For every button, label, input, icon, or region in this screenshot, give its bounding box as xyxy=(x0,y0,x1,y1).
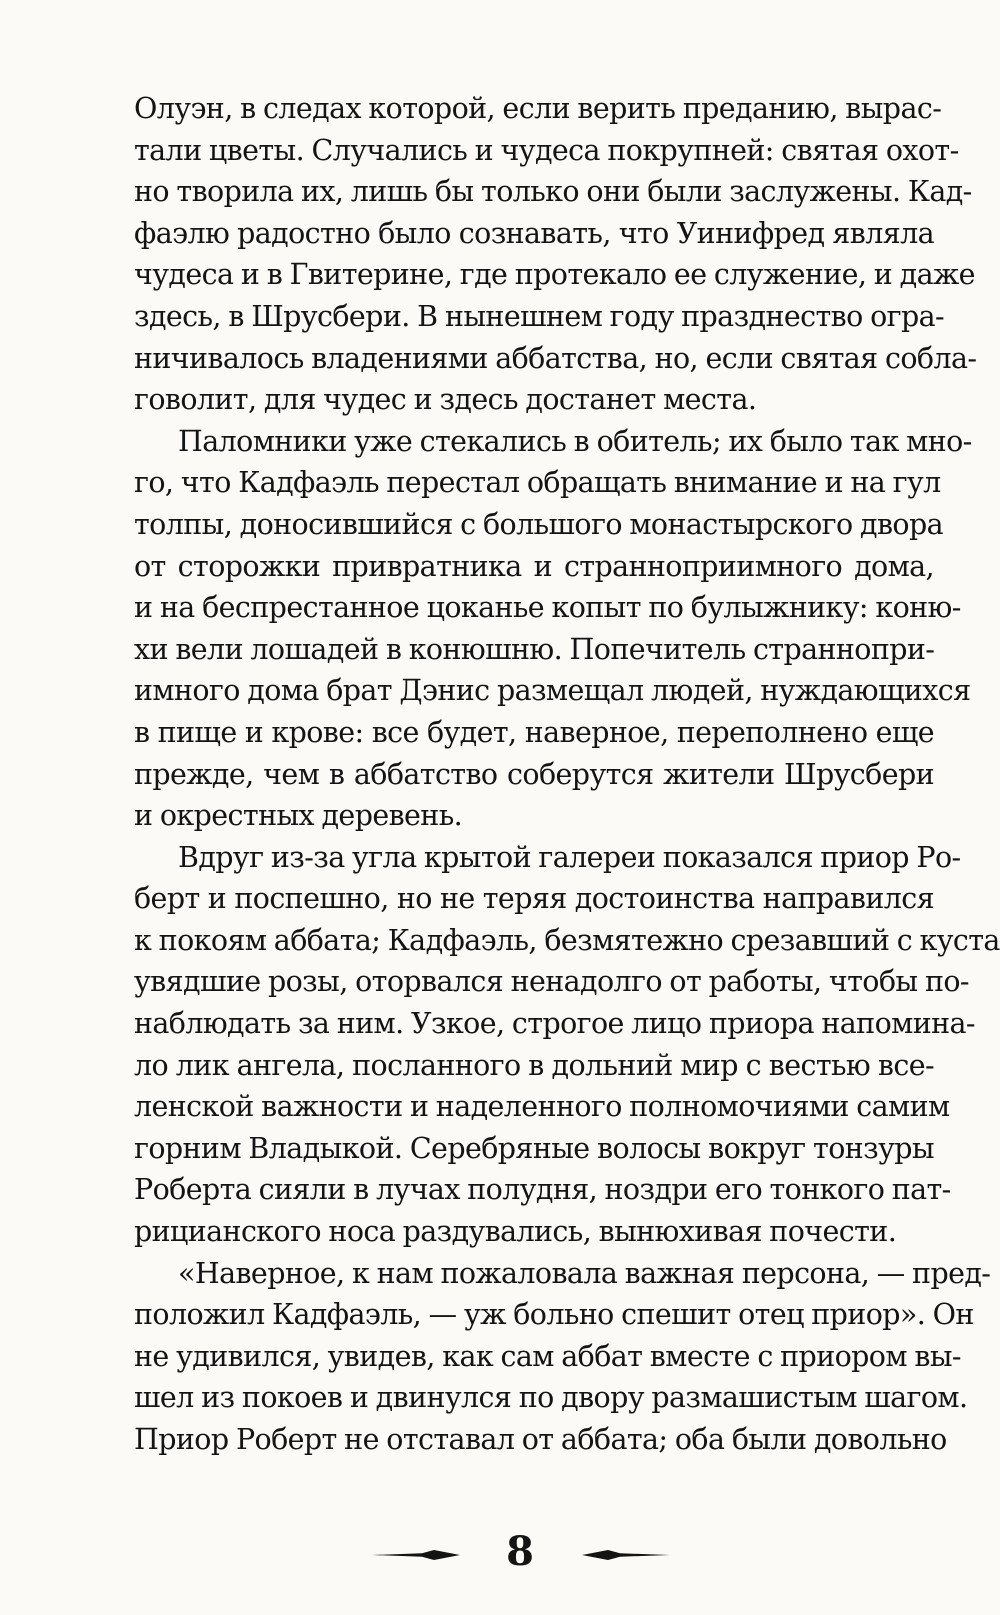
text-line: наблюдать за ним. Узкое, строгое лицо приора напомина- xyxy=(134,1007,975,1041)
text-line: прежде, чем в аббатство соберутся жители Шрусбери xyxy=(134,757,934,791)
text-line: от сторожки привратника и странноприимного дома, xyxy=(134,549,934,583)
text-line: положил Кадфаэль, — уж больно спешит отец приор». Он xyxy=(134,1298,974,1332)
text-line: и окрестных деревень. xyxy=(134,799,463,833)
text-line: го, что Кадфаэль перестал обращать внимание и на гул xyxy=(134,466,941,500)
text-line: но творила их, лишь бы только они были заслужены. Кад- xyxy=(134,175,972,209)
text-line: к покоям аббата; Кадфаэль, безмятежно срезавший с куста xyxy=(134,923,1000,957)
page-number: 8 xyxy=(506,1528,534,1575)
body-text xyxy=(134,88,1000,1461)
text-line: и на беспрестанное цоканье копыт по булыжнику: коню- xyxy=(134,591,961,625)
text-line: говолит, для чудес и здесь достанет места. xyxy=(134,383,757,417)
text-line: толпы, доносившийся с большого монастырского двора xyxy=(134,507,943,541)
text-line: фаэлю радостно было сознавать, что Уинифред являла xyxy=(134,216,934,250)
left-arrow-ornament-icon xyxy=(372,1548,462,1562)
text-line: не удивился, увидев, как сам аббат вместе с приором вы- xyxy=(134,1339,961,1373)
text-line: в пище и крове: все будет, наверное, переполнено еще xyxy=(134,715,934,749)
text-line: Паломники уже стекались в обитель; их было так мно- xyxy=(178,424,972,458)
text-line: «Наверное, к нам пожаловала важная персона, — пред- xyxy=(178,1256,991,1290)
text-line: ничивалось владениями аббатства, но, если святая собла- xyxy=(134,341,977,375)
text-line: Роберта сияли в лучах полудня, ноздри его тонкого пат- xyxy=(134,1173,951,1207)
text-line: берт и поспешно, но не теряя достоинства направился xyxy=(134,882,934,916)
text-line: здесь, в Шрусбери. В нынешнем году празднество огра- xyxy=(134,299,945,333)
text-line: Вдруг из-за угла крытой галереи показался приор Ро- xyxy=(178,840,961,874)
text-line: хи вели лошадей в конюшню. Попечитель страннопри- xyxy=(134,632,935,666)
text-line: чудеса и в Гвитерине, где протекало ее служение, и даже xyxy=(134,258,975,292)
right-arrow-ornament-icon xyxy=(580,1548,670,1562)
text-line: горним Владыкой. Серебряные волосы вокруг тонзуры xyxy=(134,1131,934,1165)
text-line: ленской важности и наделенного полномочиями самим xyxy=(134,1090,950,1124)
text-line: шел из покоев и двинулся по двору размашистым шагом. xyxy=(134,1381,968,1415)
text-line: тали цветы. Случались и чудеса покрупней: святая охот- xyxy=(134,133,959,167)
text-line: имного дома брат Дэнис размещал людей, нуждающихся xyxy=(134,674,971,708)
page-footer xyxy=(0,1518,1000,1588)
text-line: рицианского носа раздувались, вынюхивая почести. xyxy=(134,1215,897,1249)
text-line: увядшие розы, оторвался ненадолго от работы, чтобы по- xyxy=(134,965,969,999)
text-line: Олуэн, в следах которой, если верить преданию, вырас- xyxy=(134,92,942,125)
text-line: ло лик ангела, посланного в дольний мир с вестью все- xyxy=(134,1048,934,1082)
text-line: Приор Роберт не отставал от аббата; оба были довольно xyxy=(134,1423,947,1456)
